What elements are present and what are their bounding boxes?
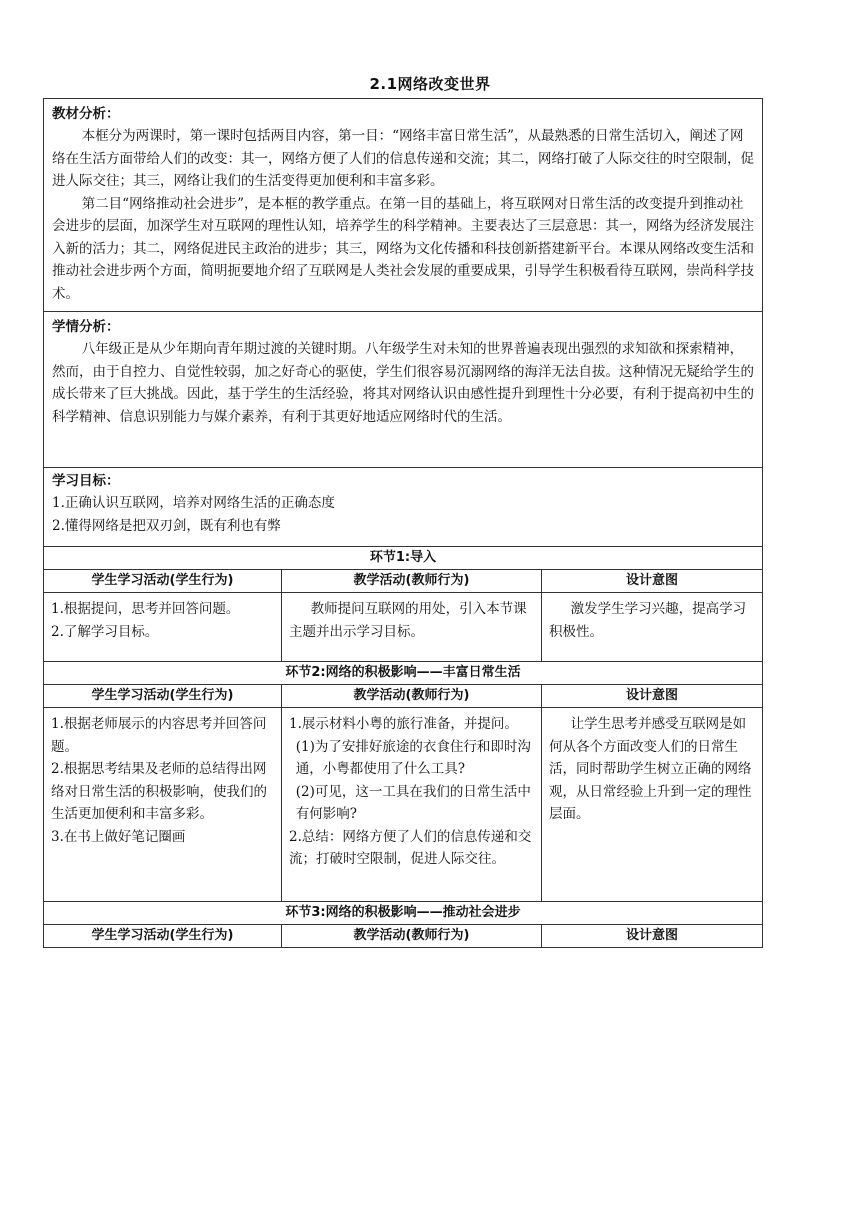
objectives-heading: 学习目标：: [52, 473, 120, 489]
student-column-header: 学生学习活动(学生行为): [44, 925, 282, 948]
textbook-analysis-row: [44, 99, 763, 312]
teacher-activity-cell: [282, 708, 542, 902]
stage-title: 环节3:网络的积极影响——推动社会进步: [44, 902, 763, 925]
student-activity-item: 1.根据老师展示的内容思考并回答问题。: [51, 716, 267, 755]
teacher-activity-item: 1.展示材料小粤的旅行准备，并提问。: [289, 716, 518, 732]
column-header-row: [44, 570, 763, 593]
learner-analysis-cell: [44, 312, 763, 468]
design-intent-text: 激发学生学习兴趣，提高学习积极性。: [549, 601, 747, 640]
stage-header-row: [44, 902, 763, 925]
column-header-row: [44, 925, 763, 948]
objective-item: 1.正确认识互联网，培养对网络生活的正确态度: [52, 495, 335, 511]
stage-content-row: [44, 708, 763, 902]
design-intent-text: 让学生思考并感受互联网是如何从各个方面改变人们的日常生活，同时帮助学生树立正确的网络观，从日常经验上升到一定的理性层面。: [549, 716, 752, 822]
student-column-header: 学生学习活动(学生行为): [44, 685, 282, 708]
teacher-column-header: 教学活动(教师行为): [282, 570, 542, 593]
student-activity-item: 3.在书上做好笔记圈画: [51, 828, 186, 845]
teacher-activity-item: 2.总结：网络方便了人们的信息传递和交流；打破时空限制，促进人际交往。: [289, 828, 532, 867]
student-activity-item: 2.根据思考结果及老师的总结得出网络对日常生活的积极影响，使我们的生活更加便利和丰富多彩。: [51, 761, 267, 822]
design-intent-cell: [542, 708, 763, 902]
objective-item: 2.懂得网络是把双刃剑，既有利也有弊: [52, 517, 281, 534]
teacher-activity-cell: [282, 593, 542, 662]
intent-column-header: 设计意图: [542, 925, 763, 948]
stage-title: 环节2:网络的积极影响——丰富日常生活: [44, 662, 763, 685]
textbook-analysis-cell: [44, 99, 763, 312]
stage-header-row: [44, 662, 763, 685]
student-column-header: 学生学习活动(学生行为): [44, 570, 282, 593]
design-intent-cell: [542, 593, 763, 662]
page-title: 2.1网络改变世界: [369, 75, 491, 93]
teacher-activity-item: (1)为了安排好旅途的衣食住行和即时沟通，小粤都使用了什么工具?: [295, 738, 531, 777]
student-activity-item: 1.根据提问，思考并回答问题。: [51, 601, 240, 617]
student-activity-cell: [44, 593, 282, 662]
stage-title: 环节1:导入: [44, 547, 763, 570]
intent-column-header: 设计意图: [542, 570, 763, 593]
column-header-row: [44, 685, 763, 708]
textbook-analysis-paragraph: 第二目“网络推动社会进步”，是本框的教学重点。在第一目的基础上，将互联网对日常生活的改变提升到推动社会进步的层面，加深学生对互联网的理性认知，培养学生的科学精神。主要表达了三层意思：其一，网络为经济发展注入新的活力；其二，网络促进民主政治的进步；其三，网络为文化传播和科技创新搭建新平台。本课从网络改变生活和推动社会进步两个方面，简明扼要地介绍了互联网是人类社会发展的重要成果，引导学生积极看待互联网，崇尚科学技术。: [52, 195, 754, 302]
teacher-column-header: 教学活动(教师行为): [282, 925, 542, 948]
stage-header-row: [44, 547, 763, 570]
lesson-plan-table: [43, 98, 763, 948]
learner-analysis-row: [44, 312, 763, 468]
stage-content-row: [44, 593, 763, 662]
student-activity-cell: [44, 708, 282, 902]
learner-analysis-paragraph: 八年级正是从少年期向青年期过渡的关键时期。八年级学生对未知的世界普遍表现出强烈的求知欲和探索精神，然而，由于自控力、自觉性较弱，加之好奇心的驱使，学生们很容易沉溺网络的海洋无法自拔。这种情况无疑给学生的成长带来了巨大挑战。因此，基于学生的生活经验，将其对网络认识由感性提升到理性十分必要，有利于提高初中生的科学精神、信息识别能力与媒介素养，有利于其更好地适应网络时代的生活。: [52, 341, 754, 425]
teacher-activity-item: (2)可见，这一工具在我们的日常生活中有何影响?: [295, 783, 531, 822]
teacher-column-header: 教学活动(教师行为): [282, 685, 542, 708]
teacher-activity-item: 教师提问互联网的用处，引入本节课主题并出示学习目标。: [289, 601, 527, 640]
textbook-analysis-heading: 教材分析：: [52, 106, 120, 122]
learner-analysis-heading: 学情分析：: [52, 319, 120, 335]
objectives-row: [44, 468, 763, 547]
textbook-analysis-paragraph: 本框分为两课时，第一课时包括两目内容，第一目：“网络丰富日常生活”，从最熟悉的日常生活切入，阐述了网络在生活方面带给人们的改变：其一，网络方便了人们的信息传递和交流；其二，网络打破了人际交往的时空限制，促进人际交往；其三，网络让我们的生活变得更加便利和丰富多彩。: [52, 128, 754, 189]
objectives-cell: [44, 468, 763, 547]
student-activity-item: 2.了解学习目标。: [51, 623, 159, 640]
intent-column-header: 设计意图: [542, 685, 763, 708]
